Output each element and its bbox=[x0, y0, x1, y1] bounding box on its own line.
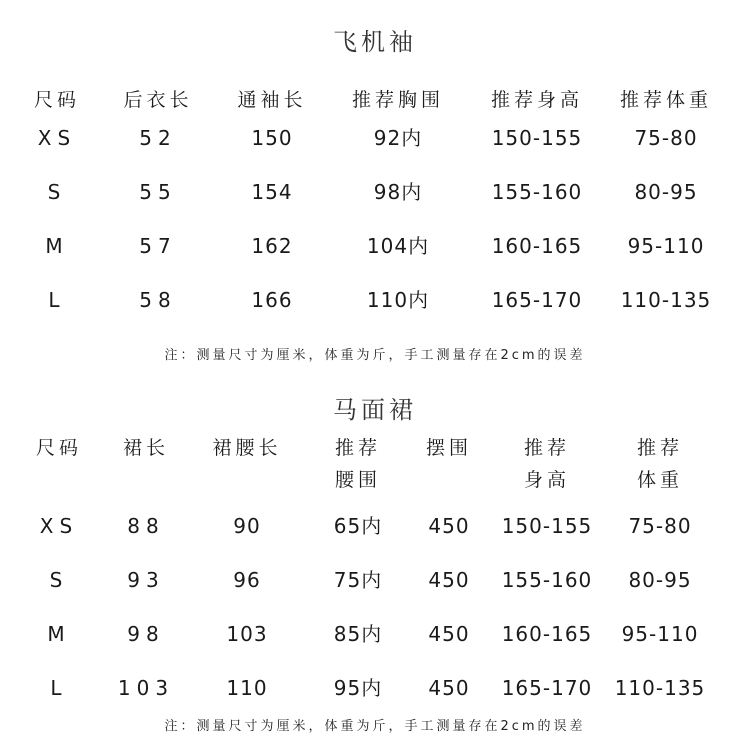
table2-header-cell: 推荐 bbox=[636, 437, 683, 459]
table1-note: 注：测量尺寸为厘米，体重为斤，手工测量存在2cm的误差 bbox=[164, 348, 586, 363]
table2-cell: 80-95 bbox=[628, 568, 692, 592]
table1-cell: M bbox=[45, 234, 69, 258]
table2-cell: 90 bbox=[233, 514, 261, 538]
table1-cell: S bbox=[47, 180, 67, 204]
table2-cell: 155-160 bbox=[501, 568, 593, 592]
table2-cell: 450 bbox=[428, 514, 470, 538]
table1-cell: 165-170 bbox=[491, 288, 583, 312]
table2-header-cell: 裙腰长 bbox=[212, 437, 282, 459]
table1-cell: 162 bbox=[251, 234, 293, 258]
table2-cell: L bbox=[50, 676, 68, 700]
table2-cell: 88 bbox=[127, 514, 165, 538]
table2-cell: 165-170 bbox=[501, 676, 593, 700]
table2-cell: 96 bbox=[233, 568, 261, 592]
table2-header-cell: 裙长 bbox=[122, 437, 169, 459]
table1-cell: 150 bbox=[251, 126, 293, 150]
table1-cell: 150-155 bbox=[491, 126, 583, 150]
table1-cell: 57 bbox=[139, 234, 177, 258]
table2-title: 马面裙 bbox=[333, 396, 417, 424]
table2-cell: 103 bbox=[117, 676, 175, 700]
table2-header-cell: 腰围 bbox=[334, 469, 381, 491]
table1-cell: 110-135 bbox=[620, 288, 712, 312]
table2-cell: 93 bbox=[127, 568, 165, 592]
table2-header-cell: 推荐 bbox=[523, 437, 570, 459]
table2-cell: 95内 bbox=[333, 676, 383, 700]
table1-header-cell: 后衣长 bbox=[123, 89, 193, 111]
table2-cell: 75-80 bbox=[628, 514, 692, 538]
table2-header-cell: 体重 bbox=[636, 469, 683, 491]
table1-cell: L bbox=[48, 288, 66, 312]
table2-header-cell: 身高 bbox=[523, 469, 570, 491]
table1-cell: 52 bbox=[139, 126, 177, 150]
table1-cell: 98内 bbox=[373, 180, 423, 204]
table1-cell: 80-95 bbox=[634, 180, 698, 204]
table2-cell: 95-110 bbox=[621, 622, 699, 646]
table2-header-cell: 推荐 bbox=[334, 437, 381, 459]
table1-header-cell: 通袖长 bbox=[237, 89, 307, 111]
table1-header-cell: 推荐身高 bbox=[490, 89, 583, 111]
table2-note: 注：测量尺寸为厘米，体重为斤，手工测量存在2cm的误差 bbox=[164, 719, 586, 734]
table2-cell: 103 bbox=[226, 622, 268, 646]
table2-cell: 65内 bbox=[333, 514, 383, 538]
table2-cell: 450 bbox=[428, 568, 470, 592]
table2-cell: 110 bbox=[226, 676, 268, 700]
table2-cell: 98 bbox=[127, 622, 165, 646]
table2-cell: 160-165 bbox=[501, 622, 593, 646]
table1-cell: 155-160 bbox=[491, 180, 583, 204]
table2-cell: 150-155 bbox=[501, 514, 593, 538]
table1-cell: 166 bbox=[251, 288, 293, 312]
table1-cell: 104内 bbox=[366, 234, 430, 258]
table1-cell: 95-110 bbox=[627, 234, 705, 258]
table2-header-cell: 尺码 bbox=[35, 437, 82, 459]
table1-cell: 75-80 bbox=[634, 126, 698, 150]
table2-cell: XS bbox=[39, 514, 79, 538]
table2-cell: 110-135 bbox=[614, 676, 706, 700]
table2-cell: S bbox=[49, 568, 69, 592]
table1-header-cell: 推荐胸围 bbox=[351, 89, 444, 111]
table1-header-cell: 尺码 bbox=[33, 89, 80, 111]
table1-cell: 154 bbox=[251, 180, 293, 204]
table1-header-cell: 推荐体重 bbox=[619, 89, 712, 111]
table1-cell: 160-165 bbox=[491, 234, 583, 258]
table1-cell: 92内 bbox=[373, 126, 423, 150]
table2-cell: 450 bbox=[428, 676, 470, 700]
table2-cell: 85内 bbox=[333, 622, 383, 646]
table1-cell: 58 bbox=[139, 288, 177, 312]
table2-header-cell: 摆围 bbox=[425, 437, 472, 459]
table2-cell: 450 bbox=[428, 622, 470, 646]
table2-cell: M bbox=[47, 622, 71, 646]
table1-cell: 55 bbox=[139, 180, 177, 204]
table2-cell: 75内 bbox=[333, 568, 383, 592]
table1-cell: 110内 bbox=[366, 288, 430, 312]
table1-title: 飞机袖 bbox=[333, 28, 417, 56]
table1-cell: XS bbox=[37, 126, 77, 150]
